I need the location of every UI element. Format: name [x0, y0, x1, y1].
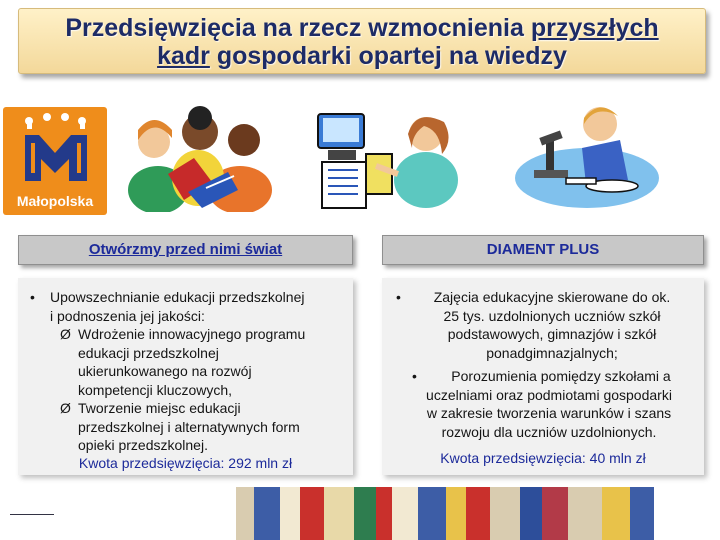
- arrow-bullet-icon: Ø: [60, 400, 71, 416]
- panel-diament-plus: [382, 278, 704, 475]
- stripe: [280, 487, 300, 540]
- sub-item-line: opieki przedszkolnej.: [78, 437, 208, 453]
- amount-right: Kwota przedsięwzięcia: 40 mln zł: [440, 450, 646, 466]
- list-item-line: i podnoszenia jej jakości:: [50, 307, 205, 324]
- stripe: [300, 487, 324, 540]
- stripe: [392, 487, 418, 540]
- stripe: [446, 487, 466, 540]
- title-part-3: kadr: [157, 42, 210, 70]
- sub-item-tworzenie: [60, 399, 348, 455]
- stripe: [236, 487, 254, 540]
- list-item-upowszechnianie: [50, 288, 340, 325]
- students-reading-illustration: [118, 100, 280, 212]
- section-header-otworzmy: [18, 235, 353, 265]
- list-item-zajecia: [402, 288, 702, 362]
- list-item-line: Upowszechnianie edukacji przedszkolnej: [50, 289, 305, 305]
- divider-line: [10, 514, 54, 515]
- sub-item-line: Wdrożenie innowacyjnego programu: [78, 326, 306, 342]
- header-text: Otwórzmy przed nimi świat: [88, 241, 283, 258]
- logo-label: Małopolska: [16, 193, 94, 209]
- stripe: [324, 487, 354, 540]
- girl-at-computer-illustration: [306, 100, 478, 212]
- stripe: [376, 487, 392, 540]
- list-item-line: Zajęcia edukacyjne skierowane do ok.: [433, 289, 671, 305]
- section-header-diament-plus: [382, 235, 704, 265]
- sub-item-line: edukacji przedszkolnej: [78, 344, 219, 361]
- title-part-2: przyszłych: [530, 14, 659, 42]
- list-item-line: 25 tys. uzdolnionych uczniów szkół: [443, 307, 661, 324]
- stripe: [602, 487, 630, 540]
- list-item-line: Porozumienia pomiędzy szkołami a: [451, 368, 671, 384]
- list-item-line: podstawowych, gimnazjów i szkół: [447, 326, 657, 342]
- sub-item-line: kompetencji kluczowych,: [78, 381, 233, 398]
- boy-with-microscope-illustration: [512, 96, 662, 211]
- panel-otworzmy: [18, 278, 353, 475]
- sub-item-line: ukierunkowanego na rozwój: [78, 363, 252, 379]
- decorative-stripes: [236, 487, 720, 540]
- sub-item-wdrozenie: [60, 325, 348, 399]
- bullet: •: [396, 289, 401, 305]
- list-item-porozumienia: [396, 367, 702, 441]
- header-text: DIAMENT PLUS: [486, 241, 600, 258]
- title-banner: [18, 8, 706, 74]
- list-item-line: w zakresie tworzenia warunków i szans: [426, 405, 672, 421]
- sub-item-line: Tworzenie miejsc edukacji: [78, 400, 241, 416]
- stripe: [354, 487, 376, 540]
- stripe: [254, 487, 280, 540]
- stripe: [630, 487, 654, 540]
- title-part-4: gospodarki opartej na wiedzy: [209, 42, 567, 70]
- malopolska-emblem-icon: [3, 107, 107, 192]
- title-part-1: Przedsięwzięcia na rzecz wzmocnienia: [65, 14, 531, 42]
- slide-title: [19, 9, 705, 70]
- stripe: [490, 487, 520, 540]
- amount-left: Kwota przedsięwzięcia: 292 mln zł: [78, 455, 293, 471]
- stripe: [418, 487, 446, 540]
- arrow-bullet-icon: Ø: [60, 326, 71, 342]
- stripe: [466, 487, 490, 540]
- list-item-line: ponadgimnazjalnych;: [486, 344, 618, 361]
- list-item-line: uczelniami oraz podmiotami gospodarki: [426, 386, 672, 403]
- malopolska-logo: [3, 107, 107, 215]
- sub-item-line: przedszkolnej i alternatywnych form: [78, 418, 300, 435]
- bullet: •: [412, 368, 417, 384]
- stripe: [568, 487, 602, 540]
- stripe: [520, 487, 542, 540]
- stripe: [542, 487, 568, 540]
- bullet: •: [30, 289, 35, 305]
- list-item-line: rozwoju dla uczniów uzdolnionych.: [441, 423, 657, 440]
